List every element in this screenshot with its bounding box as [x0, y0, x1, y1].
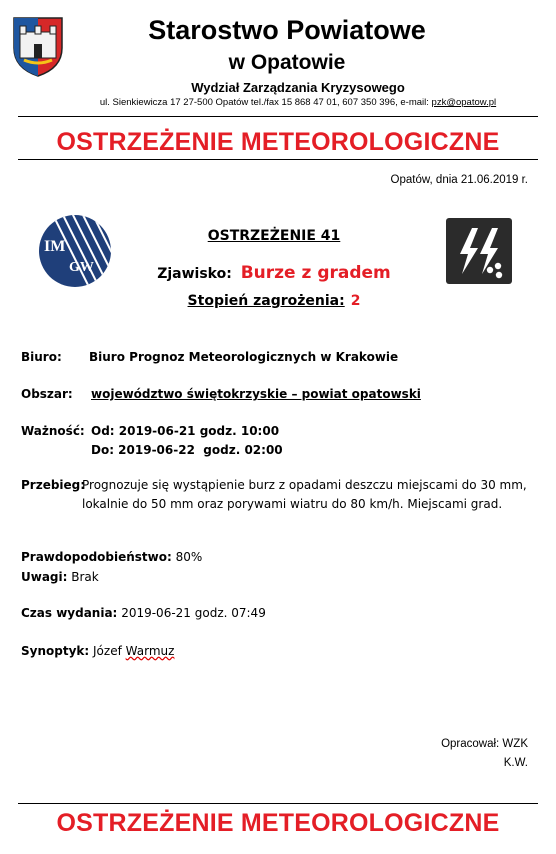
address-text: ul. Sienkiewicza 17 27-500 Opatów tel./fax 15 868 47 01, 607 350 396, e-mail:: [99, 97, 429, 108]
coat-of-arms-logo: [10, 14, 66, 78]
area-label: Obszar:: [21, 387, 73, 401]
office-row: [21, 347, 399, 367]
course-line2: lokalnie do 50 mm oraz porywami wiatru do 80 km/h. Miejscami grad.: [82, 497, 503, 511]
department-name: Wydział Zarządzania Kryzysowego: [191, 80, 405, 95]
issued-row: [21, 603, 266, 623]
validity-row: [21, 421, 280, 441]
area-value: województwo świętokrzyskie – powiat opatowski: [91, 387, 421, 401]
prepared-label: Opracował: WZK: [441, 738, 528, 750]
level-value: 2: [350, 293, 361, 309]
remarks-row: [21, 567, 99, 587]
remarks-value: Brak: [71, 570, 99, 584]
probability-label: Prawdopodobieństwo:: [21, 550, 172, 564]
divider: [18, 116, 538, 117]
forecaster-first: Józef: [93, 644, 122, 658]
phenomenon-label: Zjawisko:: [157, 266, 232, 282]
validity-from: Od: 2019-06-21 godz. 10:00: [91, 424, 280, 438]
forecaster-row: [21, 641, 174, 661]
place-date: Opatów, dnia 21.06.2019 r.: [390, 174, 528, 186]
phenomenon-value: Burze z gradem: [240, 263, 391, 283]
top-banner: OSTRZEŻENIE METEOROLOGICZNE: [56, 128, 500, 156]
prepared-initials: K.W.: [503, 757, 528, 769]
phenomenon: [0, 263, 548, 283]
remarks-label: Uwagi:: [21, 570, 68, 584]
divider: [18, 159, 538, 160]
contact-address: [0, 97, 556, 109]
validity-to: Do: 2019-06-22 godz. 02:00: [91, 443, 283, 457]
validity-to-row: [91, 440, 283, 460]
office-subtitle: w Opatowie: [228, 51, 346, 74]
divider: [18, 803, 538, 804]
forecaster-label: Synoptyk:: [21, 644, 90, 658]
area-row: [21, 384, 421, 404]
level-label: Stopień zagrożenia:: [187, 293, 345, 309]
office-value: Biuro Prognoz Meteorologicznych w Krakowie: [89, 350, 399, 364]
course-row: [21, 475, 527, 495]
probability-value: 80%: [175, 550, 203, 564]
threat-level: [0, 293, 548, 309]
office-label: Biuro:: [21, 350, 62, 364]
issued-value: 2019-06-21 godz. 07:49: [121, 606, 266, 620]
validity-label: Ważność:: [21, 424, 85, 438]
course-line1: Prognozuje się wystąpienie burz z opadami deszczu miejscami do 30 mm,: [82, 478, 527, 492]
warning-number: OSTRZEŻENIE 41: [207, 228, 341, 244]
course-label: Przebieg:: [21, 478, 86, 492]
logo-text-bottom: GW: [69, 260, 94, 275]
forecaster-last: Warmuz: [125, 644, 175, 658]
issued-label: Czas wydania:: [21, 606, 118, 620]
office-title: Starostwo Powiatowe: [148, 15, 426, 45]
logo-text-top: IM: [44, 238, 66, 255]
prepared-by: [441, 735, 528, 773]
bottom-banner: OSTRZEŻENIE METEOROLOGICZNE: [56, 809, 500, 837]
probability-row: [21, 547, 202, 567]
email-link[interactable]: pzk@opatow.pl: [431, 97, 497, 108]
